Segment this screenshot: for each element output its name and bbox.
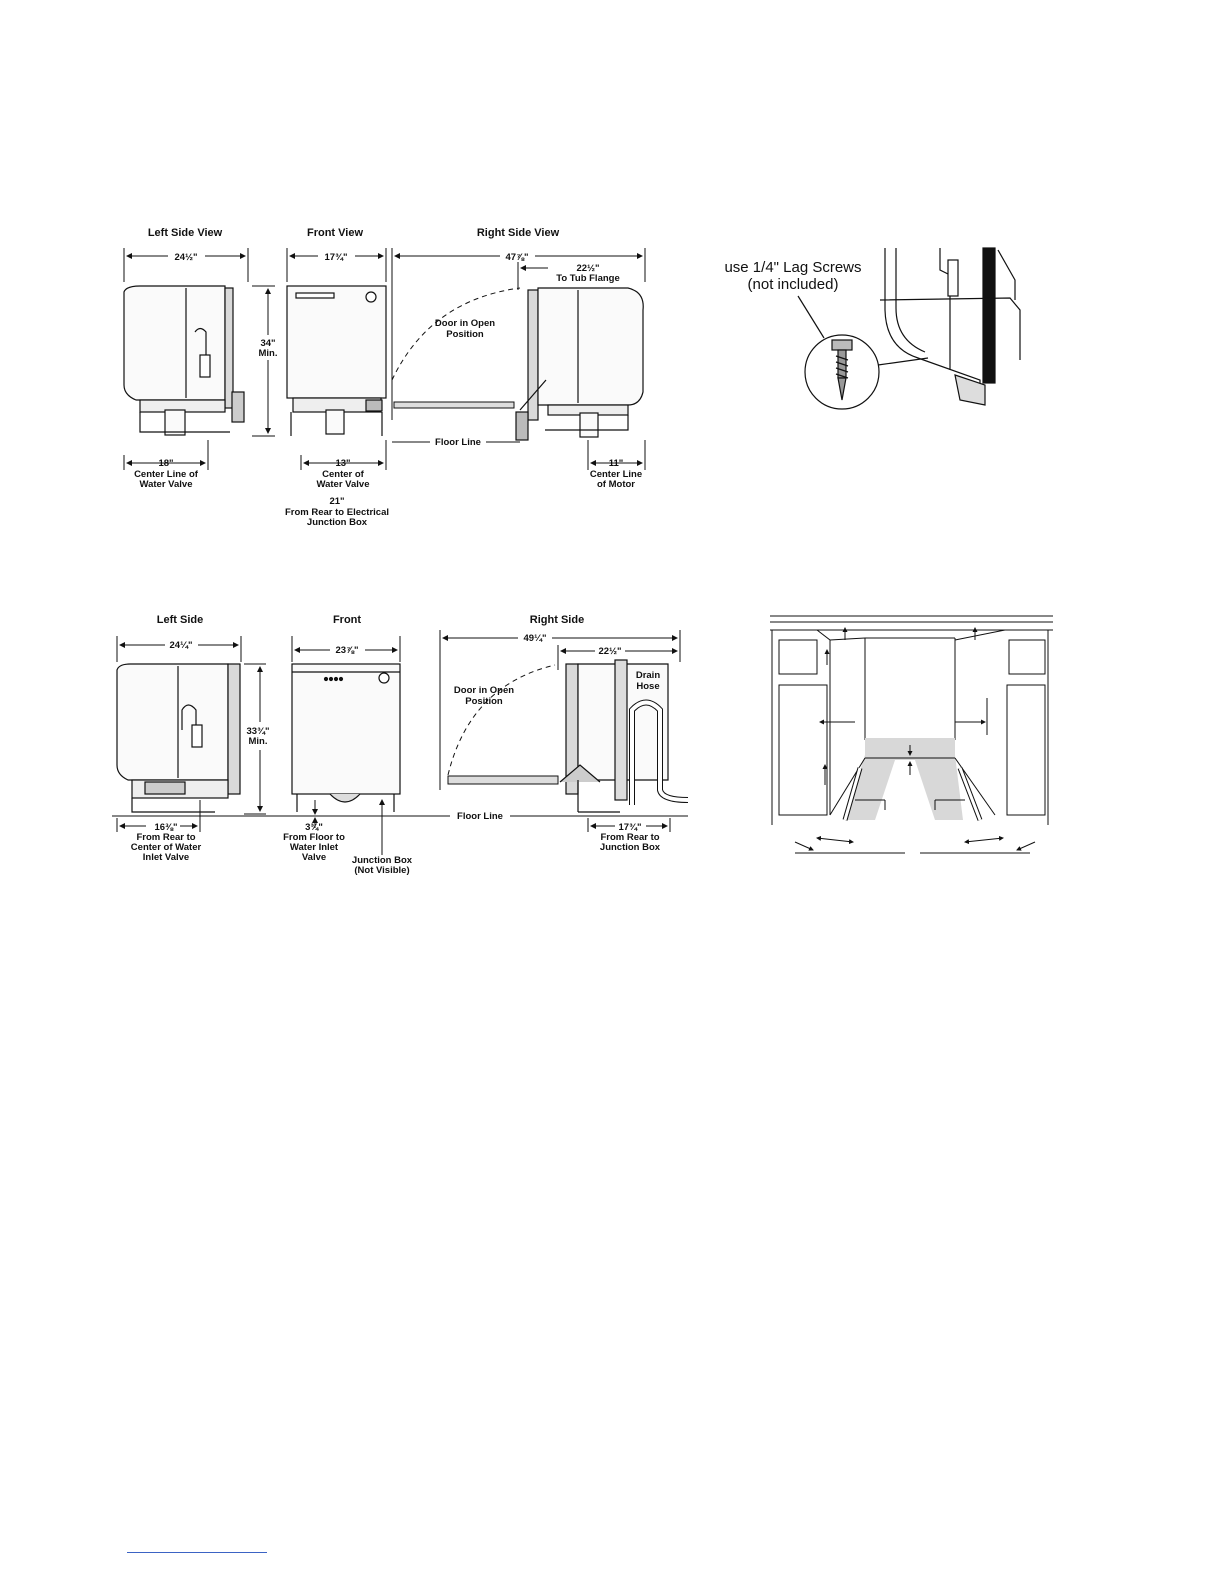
drain-hose-label-2: Hose	[636, 681, 660, 692]
front-dishwasher	[287, 286, 386, 436]
junction-label-1: From Rear to Electrical	[284, 507, 390, 518]
height-dim-label-2: Min.	[248, 736, 268, 747]
dishwasher-dimension-diagram-1	[0, 0, 700, 560]
floor-valve-label-3: Valve	[301, 852, 327, 863]
diagram-1-svg	[0, 0, 700, 560]
front-valve-label-1: Center of	[322, 469, 364, 480]
cabinet-opening-svg	[765, 610, 1065, 865]
left-side-header: Left Side	[156, 614, 204, 626]
front-valve-value: 13"	[335, 458, 351, 469]
floor-valve-label-1: From Floor to	[283, 832, 345, 843]
front-header: Front	[332, 614, 362, 626]
right-side-header: Right Side	[529, 614, 585, 626]
rear-junction-value: 17¾"	[618, 822, 642, 833]
water-valve-label-1: Center Line of	[134, 469, 198, 480]
tub-flange-label: To Tub Flange	[556, 273, 620, 284]
front-width-dim: 17¾"	[324, 252, 348, 263]
motor-label-2: of Motor	[597, 479, 635, 490]
floor-valve-label-2: Water Inlet	[289, 842, 339, 853]
door-open-label-2b: Position	[465, 696, 503, 707]
right-side-dishwasher-2	[560, 660, 688, 812]
left-width-dim: 24½"	[174, 252, 198, 263]
left-side-view-header: Left Side View	[147, 227, 223, 239]
inlet-label-3: Inlet Valve	[142, 852, 190, 863]
water-valve-label-2: Water Valve	[139, 479, 193, 490]
motor-label-1: Center Line	[589, 469, 643, 480]
height-dim-label: Min.	[258, 348, 278, 359]
right-side-dishwasher	[516, 288, 643, 440]
inlet-label-2: Center of Water	[130, 842, 202, 853]
right-depth-dim-2: 49¼"	[523, 633, 547, 644]
left-side-dishwasher-2	[117, 664, 240, 812]
floor-valve-value: 3¾"	[305, 822, 323, 833]
diagram-2-svg	[0, 600, 700, 890]
water-valve-value: 18"	[158, 458, 174, 469]
front-valve-label-2: Water Valve	[316, 479, 370, 490]
footer-rule	[127, 1552, 267, 1553]
door-open-label-1: Door in Open	[434, 318, 496, 329]
lag-screw-detail	[700, 230, 1040, 420]
door-open-label-2: Position	[446, 329, 484, 340]
inlet-value: 16⅜"	[154, 822, 178, 833]
left-side-dishwasher	[124, 286, 244, 435]
height-dim-value: 34"	[260, 338, 276, 349]
junction-value: 21"	[329, 496, 345, 507]
drain-hose-label-1: Drain	[635, 670, 661, 681]
junction-box-label-1: Junction Box	[351, 855, 413, 866]
door-open-label-2a: Door in Open	[453, 685, 515, 696]
lag-screw-text-1: use 1/4" Lag Screws	[724, 259, 862, 276]
right-depth-dim: 47⅞"	[505, 252, 529, 263]
front-width-dim-2: 23⅞"	[335, 645, 359, 656]
junction-box-label-2: (Not Visible)	[354, 865, 410, 876]
right-side-view-header: Right Side View	[476, 227, 560, 239]
open-door-panel	[394, 402, 514, 408]
rear-junction-label-2: Junction Box	[599, 842, 661, 853]
left-width-dim-2: 24¼"	[169, 640, 193, 651]
front-view-header: Front View	[306, 227, 364, 239]
rear-junction-label-1: From Rear to	[600, 832, 660, 843]
open-door-panel-2	[448, 776, 558, 784]
lag-screw-svg	[700, 230, 1040, 420]
floor-line-label-2: Floor Line	[457, 811, 503, 822]
tub-dim-2: 22½"	[598, 646, 622, 657]
tub-flange-value: 22½"	[576, 263, 600, 274]
lag-screw-text-2: (not included)	[747, 276, 839, 293]
junction-label-2: Junction Box	[306, 517, 368, 528]
dishwasher-dimension-diagram-2	[0, 600, 700, 890]
floor-line-label: Floor Line	[435, 437, 481, 448]
inlet-label-1: From Rear to	[136, 832, 196, 843]
motor-value: 11"	[608, 458, 624, 469]
cabinet-opening-diagram	[765, 610, 1065, 865]
front-dishwasher-2	[292, 664, 400, 812]
height-dim-value-2: 33¾"	[246, 726, 270, 737]
